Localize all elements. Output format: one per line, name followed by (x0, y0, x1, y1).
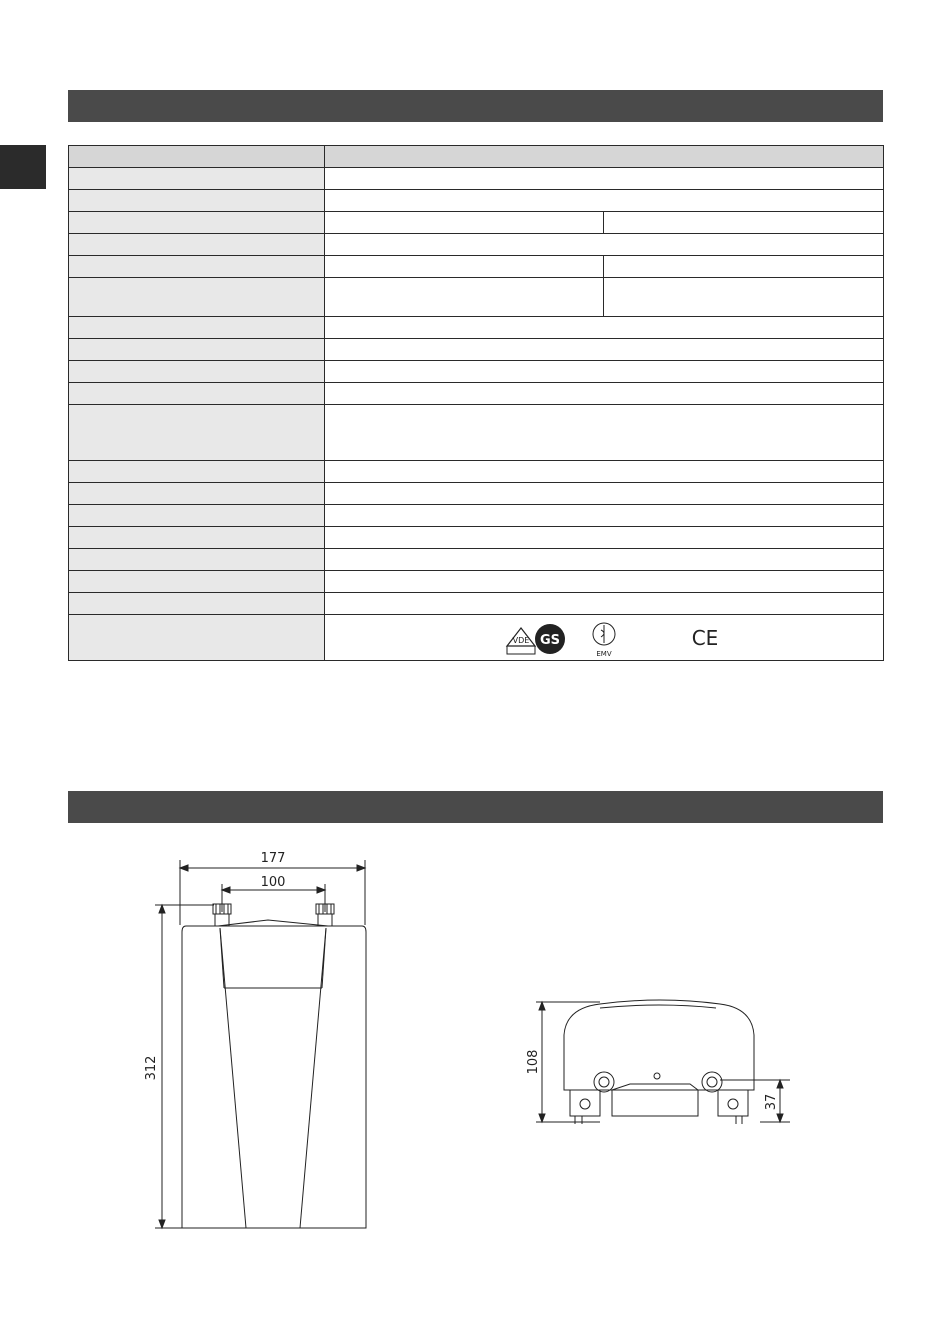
row-label (69, 146, 325, 168)
row-label (69, 483, 325, 505)
ce-mark-icon (692, 626, 719, 650)
table-row (69, 505, 884, 527)
table-row (69, 234, 884, 256)
row-label (69, 256, 325, 278)
row-value (325, 317, 884, 339)
table-row (69, 256, 884, 278)
row-label (69, 278, 325, 317)
table-row (69, 339, 884, 361)
language-tab-marker (0, 145, 46, 189)
table-row (69, 168, 884, 190)
row-label (69, 405, 325, 461)
row-value (325, 234, 884, 256)
table-row (69, 278, 884, 317)
row-label (69, 615, 325, 661)
row-value (325, 278, 604, 317)
row-label (69, 234, 325, 256)
section-header-technical-data (68, 90, 883, 122)
row-value (325, 361, 884, 383)
row-value (325, 571, 884, 593)
row-value-secondary (604, 256, 884, 278)
table-row (69, 461, 884, 483)
gs-mark-icon (535, 624, 565, 654)
row-label (69, 461, 325, 483)
row-label (69, 593, 325, 615)
row-value (325, 461, 884, 483)
row-label (69, 505, 325, 527)
row-value (325, 168, 884, 190)
dimension-drawings (0, 840, 950, 1240)
dimension-spacing-label: 100 (260, 875, 286, 890)
row-value (325, 505, 884, 527)
row-value (325, 405, 884, 461)
row-value (325, 527, 884, 549)
row-label (69, 571, 325, 593)
row-label (69, 212, 325, 234)
row-label (69, 527, 325, 549)
vde-mark-text: VDE (512, 635, 530, 645)
row-label (69, 190, 325, 212)
gs-mark-text: GS (539, 632, 561, 648)
row-label (69, 168, 325, 190)
table-row (69, 405, 884, 461)
row-label (69, 339, 325, 361)
ce-mark-text: CE (691, 625, 719, 650)
table-row (69, 593, 884, 615)
dimension-height-label: 312 (144, 1055, 159, 1081)
row-value (325, 593, 884, 615)
vde-mark-icon (507, 628, 535, 654)
certification-marks-cell (325, 615, 884, 661)
row-value (325, 383, 884, 405)
table-row (69, 571, 884, 593)
row-value (325, 256, 604, 278)
table-row (69, 483, 884, 505)
row-label (69, 383, 325, 405)
front-view-drawing (155, 860, 366, 1228)
table-row (69, 361, 884, 383)
emv-mark-icon (593, 623, 615, 658)
table-row (69, 615, 884, 661)
row-label (69, 361, 325, 383)
row-label (69, 549, 325, 571)
dimension-width-label: 177 (260, 851, 286, 866)
row-value (325, 483, 884, 505)
row-value-secondary (604, 212, 884, 234)
technical-data-table (68, 145, 884, 661)
dimension-connection-height-label: 37 (764, 1093, 779, 1111)
table-row (69, 317, 884, 339)
row-value (325, 212, 604, 234)
side-view-drawing (536, 1000, 790, 1124)
table-row (69, 212, 884, 234)
row-value (325, 339, 884, 361)
table-row (69, 527, 884, 549)
table-row (69, 383, 884, 405)
table-row (69, 549, 884, 571)
row-value (325, 549, 884, 571)
row-label (69, 317, 325, 339)
section-header-dimensions (68, 791, 883, 823)
emv-mark-text: EMV (596, 649, 612, 658)
table-row (69, 146, 884, 168)
section-title (68, 798, 78, 815)
row-value-secondary (604, 278, 884, 317)
section-title (68, 97, 78, 114)
dimension-depth-label: 108 (526, 1049, 541, 1075)
row-value (325, 190, 884, 212)
table-row (69, 190, 884, 212)
row-value (325, 146, 884, 168)
